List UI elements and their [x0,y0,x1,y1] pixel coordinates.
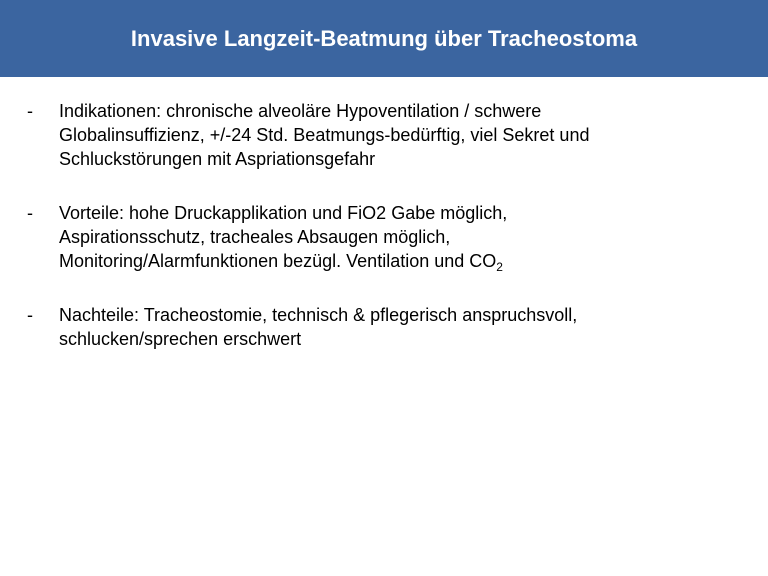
bullet-line: Aspirationsschutz, tracheales Absaugen möglich, [59,227,451,247]
bullet-line: Schluckstörungen mit Aspriationsgefahr [59,149,376,169]
bullet-marker: - [27,203,33,223]
bullet-list [0,99,768,381]
bullet-line: Monitoring/Alarmfunktionen bezügl. Ventilation und CO [59,251,497,271]
slide-title: Invasive Langzeit-Beatmung über Tracheostoma [130,26,638,51]
bullet-advantages [0,201,699,273]
bullet-line: Globalinsuffizienz, +/-24 Std. Beatmungs-bedürftig, viel Sekret und [59,125,590,145]
bullet-line: schlucken/sprechen erschwert [59,329,302,349]
bullet-line: Vorteile: hohe Druckapplikation und FiO2 Gabe möglich, [59,203,508,223]
bullet-marker: - [27,101,33,121]
bullet-indications [0,99,699,171]
subscript: 2 [496,260,503,274]
bullet-line-with-subscript [59,249,699,273]
bullet-line: Nachteile: Tracheostomie, technisch & pflegerisch anspruchsvoll, [59,305,578,325]
bullet-marker: - [27,305,33,325]
title-bar [0,0,768,77]
bullet-disadvantages [0,303,699,351]
bullet-line: Indikationen: chronische alveoläre Hypoventilation / schwere [59,101,542,121]
